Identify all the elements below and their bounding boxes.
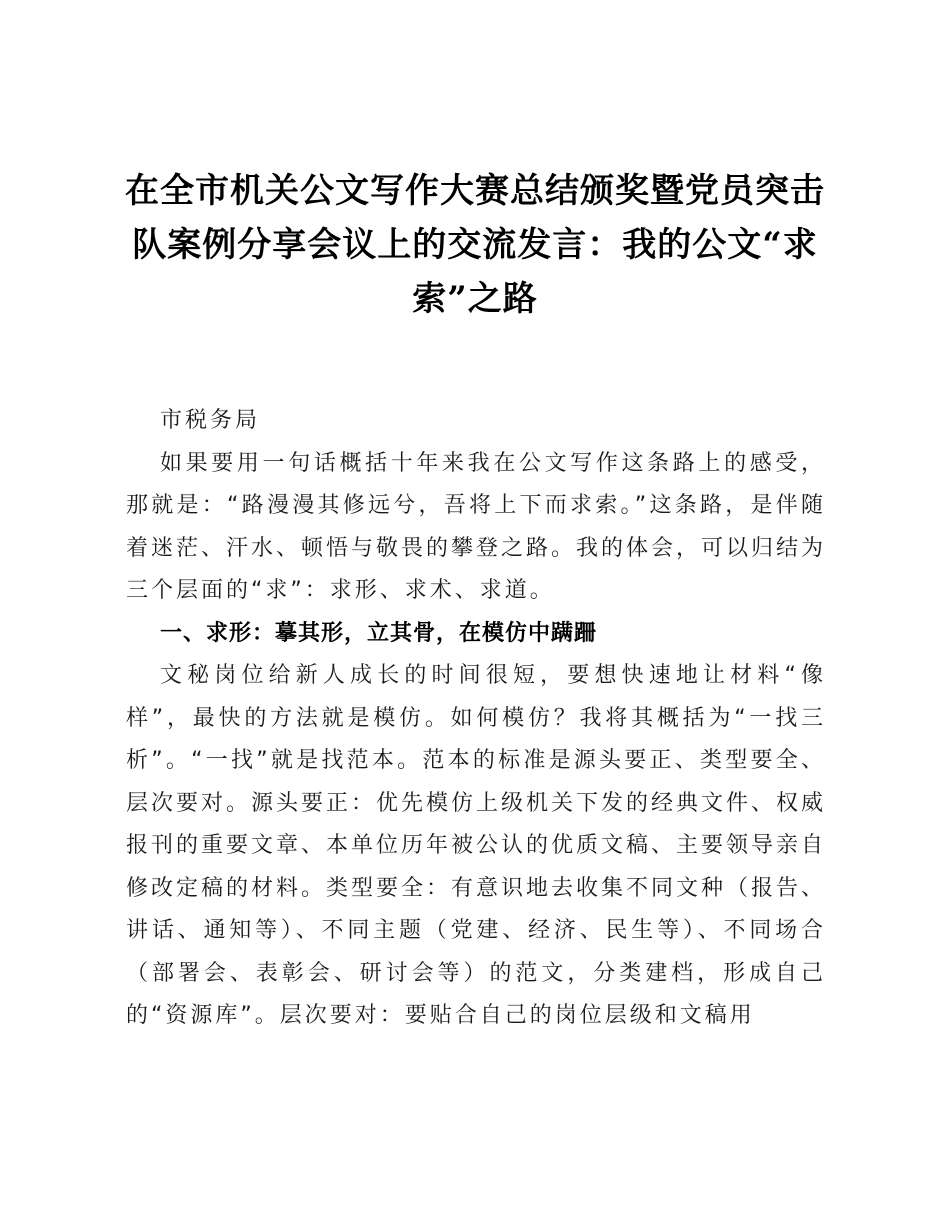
section-heading: 一、求形：摹其形，立其骨，在模仿中蹒跚 bbox=[160, 620, 598, 646]
author-line: 市税务局 bbox=[160, 408, 261, 433]
intro-paragraph: 如果要用一句话概括十年来我在公文写作这条路上的感受，那就是：“路漫漫其修远兮，吾将上下而求索。”这条路，是伴随着迷茫、汗水、顿悟与敬畏的攀登之路。我的体会，可以归结为三个层面的“求”：求形、求术、求道。 bbox=[126, 450, 827, 603]
document-body bbox=[126, 400, 826, 1038]
document-title: 在全市机关公文写作大赛总结颁奖暨党员突击队案例分享会议上的交流发言：我的公文“求索”之路 bbox=[125, 171, 825, 319]
section-paragraph: 文秘岗位给新人成长的时间很短，要想快速地让材料“像样”，最快的方法就是模仿。如何模仿？我将其概括为“一找三析”。“一找”就是找范本。范本的标准是源头要正、类型要全、层次要对。源头要正：优先模仿上级机关下发的经典文件、权威报刊的重要文章、本单位历年被公认的优质文稿、主要领导亲自修改定稿的材料。类型要全：有意识地去收集不同文种（报告、讲话、通知等）、不同主题（党建、经济、民生等）、不同场合（部署会、表彰会、研讨会等）的范文，分类建档，形成自己的“资源库”。层次要对：要贴合自己的岗位层级和文稿用 bbox=[126, 663, 827, 1028]
